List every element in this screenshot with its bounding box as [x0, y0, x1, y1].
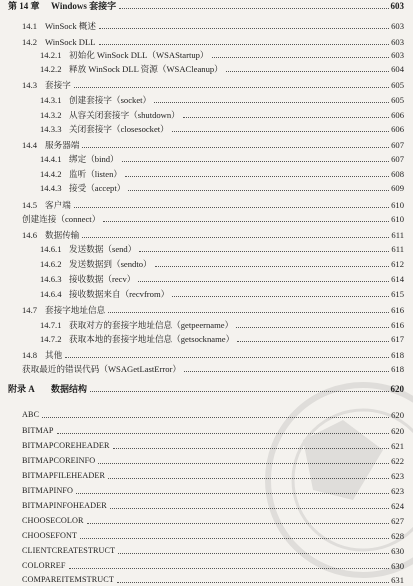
toc-entry[interactable] — [22, 349, 404, 361]
toc-entry-title: 接受（accept） — [69, 183, 126, 193]
dot-leader — [236, 327, 389, 328]
toc-entry-number: 14.2 — [22, 37, 38, 47]
toc-entry-title: 发送数据（send） — [69, 244, 137, 254]
toc-entry-page: 609 — [391, 183, 404, 193]
toc-entry-title: BITMAPINFO — [22, 486, 74, 495]
dot-leader — [74, 87, 389, 88]
dot-leader — [99, 28, 389, 29]
toc-entry[interactable] — [8, 383, 404, 395]
toc-entry-title: 创建套接字（socket） — [69, 95, 152, 105]
dot-leader — [80, 538, 389, 539]
toc-entry-title: COLORREF — [22, 561, 66, 570]
toc-entry[interactable] — [40, 168, 404, 180]
toc-entry-page: 618 — [391, 364, 404, 374]
toc-entry-page: 621 — [391, 441, 404, 451]
toc-entry-page: 620 — [391, 410, 404, 420]
toc-entry-title: COMPAREITEMSTRUCT — [22, 575, 114, 584]
toc-entry-page: 603 — [391, 21, 404, 31]
toc-entry[interactable] — [40, 94, 404, 106]
toc-entry[interactable] — [8, 0, 404, 12]
toc-entry-number: 14.6.1 — [40, 244, 62, 254]
toc-entry-page: 617 — [391, 334, 404, 344]
toc-entry[interactable] — [40, 258, 404, 270]
dot-leader — [128, 190, 389, 191]
toc-entry-title: WinSock DLL — [45, 37, 96, 47]
toc-entry-page: 623 — [391, 486, 404, 496]
toc-entry-title: 获取最近的错误代码（WSAGetLastError） — [22, 364, 181, 374]
toc-entry-title: 监听（listen） — [69, 169, 122, 179]
toc-entry-page: 612 — [391, 259, 404, 269]
toc-entry-number: 14.2.2 — [40, 64, 62, 74]
toc-entry-title: WinSock 概述 — [45, 21, 96, 31]
toc-entry-title: CLIENTCREATESTRUCT — [22, 546, 116, 555]
toc-entry-title: 释放 WinSock DLL 资源（WSACleanup） — [69, 64, 223, 74]
dot-leader — [122, 161, 389, 162]
toc-entry-page: 610 — [391, 214, 404, 224]
toc-entry-page: 630 — [391, 561, 404, 571]
toc-entry[interactable] — [22, 139, 404, 151]
dot-leader — [212, 57, 390, 58]
toc-entry-title: CHOOSEFONT — [22, 531, 78, 540]
toc-entry[interactable] — [40, 109, 404, 121]
toc-entry-number: 14.6.3 — [40, 274, 62, 284]
toc-entry-title: ABC — [22, 410, 40, 419]
dot-leader — [76, 493, 389, 494]
toc-entry-page: 620 — [390, 384, 404, 394]
toc-entry-page: 616 — [391, 305, 404, 315]
toc-entry-page: 606 — [391, 124, 404, 134]
toc-entry-title: 从容关闭套接字（shutdown） — [69, 110, 180, 120]
dot-leader — [69, 568, 390, 569]
toc-entry-number: 14.3 — [22, 80, 38, 90]
toc-entry-number: 14.6.4 — [40, 289, 62, 299]
toc-entry[interactable] — [22, 409, 404, 421]
toc-entry[interactable] — [22, 545, 404, 557]
dot-leader — [42, 417, 389, 418]
dot-leader — [226, 71, 389, 72]
toc-entry-number: 第 14 章 — [8, 1, 40, 11]
toc-entry[interactable] — [22, 20, 404, 32]
toc-entry-page: 620 — [391, 426, 404, 436]
toc-entry-title: CHOOSECOLOR — [22, 516, 84, 525]
dot-leader — [184, 371, 389, 372]
toc-entry-page: 604 — [391, 64, 404, 74]
toc-entry-page: 607 — [391, 154, 404, 164]
toc-entry-page: 610 — [391, 200, 404, 210]
toc-entry-page: 622 — [391, 456, 404, 466]
dot-leader — [74, 207, 389, 208]
toc-entry-page: 603 — [391, 50, 404, 60]
toc-entry-title: 其他 — [45, 350, 63, 360]
toc-entry-title: BITMAPCOREINFO — [22, 456, 96, 465]
dot-leader — [108, 312, 389, 313]
toc-entry-title: 服务器端 — [45, 140, 80, 150]
toc-entry[interactable] — [22, 363, 404, 375]
dot-leader — [98, 463, 389, 464]
toc-entry-number: 14.3.1 — [40, 95, 62, 105]
dot-leader — [82, 237, 389, 238]
toc-entry[interactable] — [40, 288, 404, 300]
toc-entry-title: Windows 套接字 — [51, 1, 117, 11]
dot-leader — [65, 357, 389, 358]
toc-entry-number: 14.4.3 — [40, 183, 62, 193]
dot-leader — [82, 147, 389, 148]
toc-entry[interactable] — [22, 304, 404, 316]
toc-entry-page: 603 — [391, 37, 404, 47]
toc-entry-number: 14.2.1 — [40, 50, 62, 60]
dot-leader — [155, 266, 390, 267]
toc-entry-title: 接收数据来自（recvfrom） — [69, 289, 170, 299]
toc-entry[interactable] — [22, 229, 404, 241]
toc-entry-title: 数据传输 — [45, 230, 80, 240]
toc-entry-page: 624 — [391, 501, 404, 511]
toc-entry-number: 14.3.2 — [40, 110, 62, 120]
toc-entry-title: BITMAPCOREHEADER — [22, 441, 110, 450]
toc-entry-title: 数据结构 — [51, 384, 88, 394]
toc-entry[interactable] — [40, 273, 404, 285]
toc-entry[interactable] — [40, 63, 404, 75]
toc-entry-page: 630 — [391, 546, 404, 556]
dot-leader — [172, 131, 389, 132]
toc-entry-number: 14.4 — [22, 140, 38, 150]
toc-entry[interactable] — [22, 455, 404, 467]
toc-entry-number: 14.8 — [22, 350, 38, 360]
toc-entry[interactable] — [22, 560, 404, 572]
toc-entry-number: 14.6 — [22, 230, 38, 240]
toc-entry-page: 623 — [391, 471, 404, 481]
toc-entry[interactable] — [40, 333, 404, 345]
toc-entry-page: 616 — [391, 320, 404, 330]
toc-entry-number: 14.7.2 — [40, 334, 62, 344]
dot-leader — [57, 433, 390, 434]
toc-entry[interactable] — [22, 199, 404, 211]
toc-entry-number: 附录 A — [8, 384, 35, 394]
toc-entry-title: 套接字地址信息 — [45, 305, 106, 315]
toc-entry-number: 14.5 — [22, 200, 38, 210]
toc-entry-title: 获取对方的套接字地址信息（getpeername） — [69, 320, 234, 330]
dot-leader — [90, 391, 388, 392]
toc-entry-title: 发送数据到（sendto） — [69, 259, 152, 269]
toc-entry-title: 套接字 — [45, 80, 71, 90]
dot-leader — [183, 117, 389, 118]
dot-leader — [119, 8, 388, 9]
toc-entry-page: 628 — [391, 531, 404, 541]
dot-leader — [99, 44, 390, 45]
toc-entry[interactable] — [22, 440, 404, 452]
dot-leader — [110, 508, 389, 509]
toc-entry-title: 创建连接（connect） — [22, 214, 101, 224]
toc-entry-page: 608 — [391, 169, 404, 179]
toc-entry-title: 客户端 — [45, 200, 71, 210]
toc-entry-page: 611 — [391, 230, 404, 240]
toc-entry-title: 接收数据（recv） — [69, 274, 136, 284]
toc-entry[interactable] — [22, 515, 404, 527]
dot-leader — [87, 523, 390, 524]
toc-entry-page: 615 — [391, 289, 404, 299]
dot-leader — [118, 553, 389, 554]
toc-entry-page: 603 — [390, 1, 404, 11]
dot-leader — [138, 281, 389, 282]
dot-leader — [237, 341, 389, 342]
dot-leader — [172, 296, 389, 297]
toc-entry-title: 获取本地的套接字地址信息（getsockname） — [69, 334, 235, 344]
dot-leader — [113, 448, 390, 449]
toc-entry[interactable] — [22, 425, 404, 437]
toc-entry[interactable] — [40, 182, 404, 194]
toc-entry-page: 618 — [391, 350, 404, 360]
toc-entry-number: 14.6.2 — [40, 259, 62, 269]
toc-entry-number: 14.4.2 — [40, 169, 62, 179]
toc-entry-title: 绑定（bind） — [69, 154, 119, 164]
toc-entry-title: 关闭套接字（closesocket） — [69, 124, 169, 134]
dot-leader — [103, 221, 389, 222]
toc-entry-page: 605 — [391, 95, 404, 105]
toc-entry[interactable] — [22, 36, 404, 48]
dot-leader — [125, 176, 389, 177]
dot-leader — [108, 478, 389, 479]
toc-entry-number: 14.7.1 — [40, 320, 62, 330]
toc-entry[interactable] — [40, 243, 404, 255]
toc-entry-title: 初始化 WinSock DLL（WSAStartup） — [69, 50, 209, 60]
toc-entry-page: 605 — [391, 80, 404, 90]
toc-entry[interactable] — [22, 470, 404, 482]
toc-entry[interactable] — [22, 485, 404, 497]
toc-entry[interactable] — [40, 123, 404, 135]
toc-entry-page: 614 — [391, 274, 404, 284]
toc-entry-title: BITMAP — [22, 426, 54, 435]
toc-entry[interactable] — [40, 153, 404, 165]
toc-entry-page: 627 — [391, 516, 404, 526]
toc-entry-page: 606 — [391, 110, 404, 120]
toc-entry-title: BITMAPINFOHEADER — [22, 501, 107, 510]
toc-entry[interactable] — [22, 500, 404, 512]
toc-entry[interactable] — [40, 49, 404, 61]
toc-entry[interactable] — [22, 213, 404, 225]
toc-entry[interactable] — [22, 530, 404, 542]
toc-entry-number: 14.1 — [22, 21, 38, 31]
toc-entry-number: 14.3.3 — [40, 124, 62, 134]
toc-entry-title: BITMAPFILEHEADER — [22, 471, 106, 480]
dot-leader — [154, 102, 389, 103]
toc-entry[interactable] — [40, 319, 404, 331]
toc-entry-number: 14.4.1 — [40, 154, 62, 164]
toc-entry-page: 631 — [391, 575, 404, 585]
toc-entry-number: 14.7 — [22, 305, 38, 315]
toc-entry-page: 607 — [391, 140, 404, 150]
toc-entry-page: 611 — [391, 244, 404, 254]
toc-entry[interactable] — [22, 574, 404, 586]
dot-leader — [139, 251, 389, 252]
dot-leader — [117, 582, 389, 583]
toc-entry[interactable] — [22, 79, 404, 91]
